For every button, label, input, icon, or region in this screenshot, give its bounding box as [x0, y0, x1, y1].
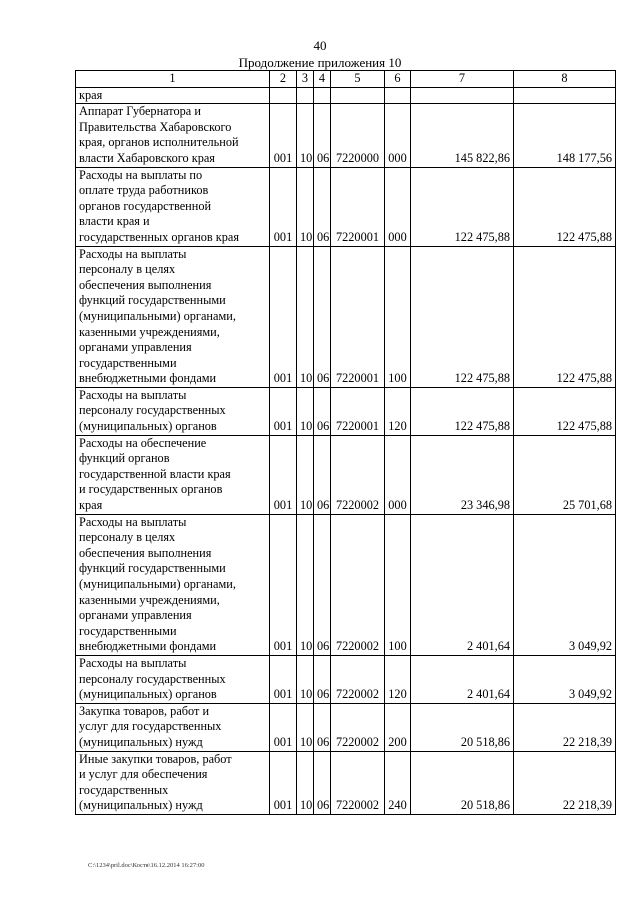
- expense-type-code: 120: [385, 655, 411, 703]
- header-col-7: 7: [411, 71, 514, 88]
- header-col-3: 3: [297, 71, 314, 88]
- ministry-code: 001: [270, 751, 297, 814]
- expense-name: Расходы на выплаты персоналу в целях обеспечения выполнения функций государственными (муниципальными) органами, казенными учреждениями, органами управления государственными внебюджетными фондами: [76, 246, 270, 387]
- ministry-code: 001: [270, 246, 297, 387]
- target-item-code: 7220001: [331, 167, 385, 246]
- ministry-code: 001: [270, 104, 297, 167]
- header-col-6: 6: [385, 71, 411, 88]
- table-row: [76, 387, 616, 435]
- target-item-code: 7220000: [331, 104, 385, 167]
- page-number: 40: [313, 38, 327, 53]
- subsection-code: 06: [314, 751, 331, 814]
- target-item-code: 7220001: [331, 387, 385, 435]
- expense-type-code: [385, 87, 411, 104]
- section-code: [297, 87, 314, 104]
- amount-year-2: 3 049,92: [514, 655, 616, 703]
- ministry-code: 001: [270, 167, 297, 246]
- expense-name: Расходы на выплаты персоналу в целях обеспечения выполнения функций государственными (муниципальными) органами, казенными учреждениями, органами управления государственными внебюджетными фондами: [76, 514, 270, 655]
- header-col-4: 4: [314, 71, 331, 88]
- header-col-2: 2: [270, 71, 297, 88]
- expense-type-code: 200: [385, 703, 411, 751]
- amount-year-1: 20 518,86: [411, 703, 514, 751]
- budget-table: [75, 70, 616, 815]
- amount-year-1: 122 475,88: [411, 246, 514, 387]
- subsection-code: 06: [314, 655, 331, 703]
- expense-name: Расходы на выплаты персоналу государственных (муниципальных) органов: [76, 387, 270, 435]
- target-item-code: 7220002: [331, 703, 385, 751]
- amount-year-1: 122 475,88: [411, 167, 514, 246]
- amount-year-1: [411, 87, 514, 104]
- section-code: 10: [297, 387, 314, 435]
- table-row: [76, 87, 616, 104]
- subsection-code: 06: [314, 435, 331, 514]
- amount-year-2: 25 701,68: [514, 435, 616, 514]
- amount-year-2: 22 218,39: [514, 703, 616, 751]
- subsection-code: 06: [314, 387, 331, 435]
- amount-year-2: 122 475,88: [514, 387, 616, 435]
- expense-type-code: 240: [385, 751, 411, 814]
- amount-year-2: 3 049,92: [514, 514, 616, 655]
- expense-type-code: 100: [385, 246, 411, 387]
- section-code: 10: [297, 167, 314, 246]
- target-item-code: 7220002: [331, 514, 385, 655]
- amount-year-1: 122 475,88: [411, 387, 514, 435]
- section-code: 10: [297, 655, 314, 703]
- table-row: [76, 655, 616, 703]
- expense-name: Иные закупки товаров, работ и услуг для обеспечения государственных (муниципальных) нужд: [76, 751, 270, 814]
- ministry-code: 001: [270, 514, 297, 655]
- subsection-code: 06: [314, 167, 331, 246]
- appendix-continuation-title: Продолжение приложения 10: [238, 55, 402, 70]
- footer-file-path: C:\1234\pril.doc\Костя\16.12.2014 16:27:00: [88, 862, 205, 869]
- expense-type-code: 000: [385, 435, 411, 514]
- header-col-8: 8: [514, 71, 616, 88]
- amount-year-2: 122 475,88: [514, 246, 616, 387]
- table-row: [76, 751, 616, 814]
- expense-name: Расходы на обеспечение функций органов государственной власти края и государственных органов края: [76, 435, 270, 514]
- target-item-code: 7220002: [331, 435, 385, 514]
- section-code: 10: [297, 751, 314, 814]
- expense-name: края: [76, 87, 270, 104]
- table-header-row: [76, 71, 616, 88]
- header-col-1: 1: [76, 71, 270, 88]
- expense-type-code: 000: [385, 104, 411, 167]
- amount-year-1: 145 822,86: [411, 104, 514, 167]
- amount-year-2: 122 475,88: [514, 167, 616, 246]
- section-code: 10: [297, 514, 314, 655]
- header-col-5: 5: [331, 71, 385, 88]
- ministry-code: 001: [270, 655, 297, 703]
- section-code: 10: [297, 246, 314, 387]
- ministry-code: 001: [270, 387, 297, 435]
- table-row: [76, 104, 616, 167]
- expense-name: Расходы на выплаты по оплате труда работников органов государственной власти края и государственных органов края: [76, 167, 270, 246]
- subsection-code: 06: [314, 514, 331, 655]
- ministry-code: 001: [270, 703, 297, 751]
- subsection-code: 06: [314, 703, 331, 751]
- amount-year-1: 20 518,86: [411, 751, 514, 814]
- subsection-code: 06: [314, 246, 331, 387]
- amount-year-1: 2 401,64: [411, 655, 514, 703]
- table-row: [76, 167, 616, 246]
- table-row: [76, 435, 616, 514]
- section-code: 10: [297, 104, 314, 167]
- expense-name: Аппарат Губернатора и Правительства Хабаровского края, органов исполнительной власти Хабаровского края: [76, 104, 270, 167]
- target-item-code: 7220002: [331, 655, 385, 703]
- section-code: 10: [297, 435, 314, 514]
- ministry-code: 001: [270, 435, 297, 514]
- amount-year-1: 23 346,98: [411, 435, 514, 514]
- expense-type-code: 000: [385, 167, 411, 246]
- expense-type-code: 100: [385, 514, 411, 655]
- subsection-code: [314, 87, 331, 104]
- table-row: [76, 703, 616, 751]
- expense-type-code: 120: [385, 387, 411, 435]
- target-item-code: 7220001: [331, 246, 385, 387]
- target-item-code: 7220002: [331, 751, 385, 814]
- amount-year-1: 2 401,64: [411, 514, 514, 655]
- table-row: [76, 514, 616, 655]
- table-row: [76, 246, 616, 387]
- expense-name: Закупка товаров, работ и услуг для государственных (муниципальных) нужд: [76, 703, 270, 751]
- section-code: 10: [297, 703, 314, 751]
- amount-year-2: [514, 87, 616, 104]
- amount-year-2: 22 218,39: [514, 751, 616, 814]
- ministry-code: [270, 87, 297, 104]
- subsection-code: 06: [314, 104, 331, 167]
- amount-year-2: 148 177,56: [514, 104, 616, 167]
- expense-name: Расходы на выплаты персоналу государственных (муниципальных) органов: [76, 655, 270, 703]
- target-item-code: [331, 87, 385, 104]
